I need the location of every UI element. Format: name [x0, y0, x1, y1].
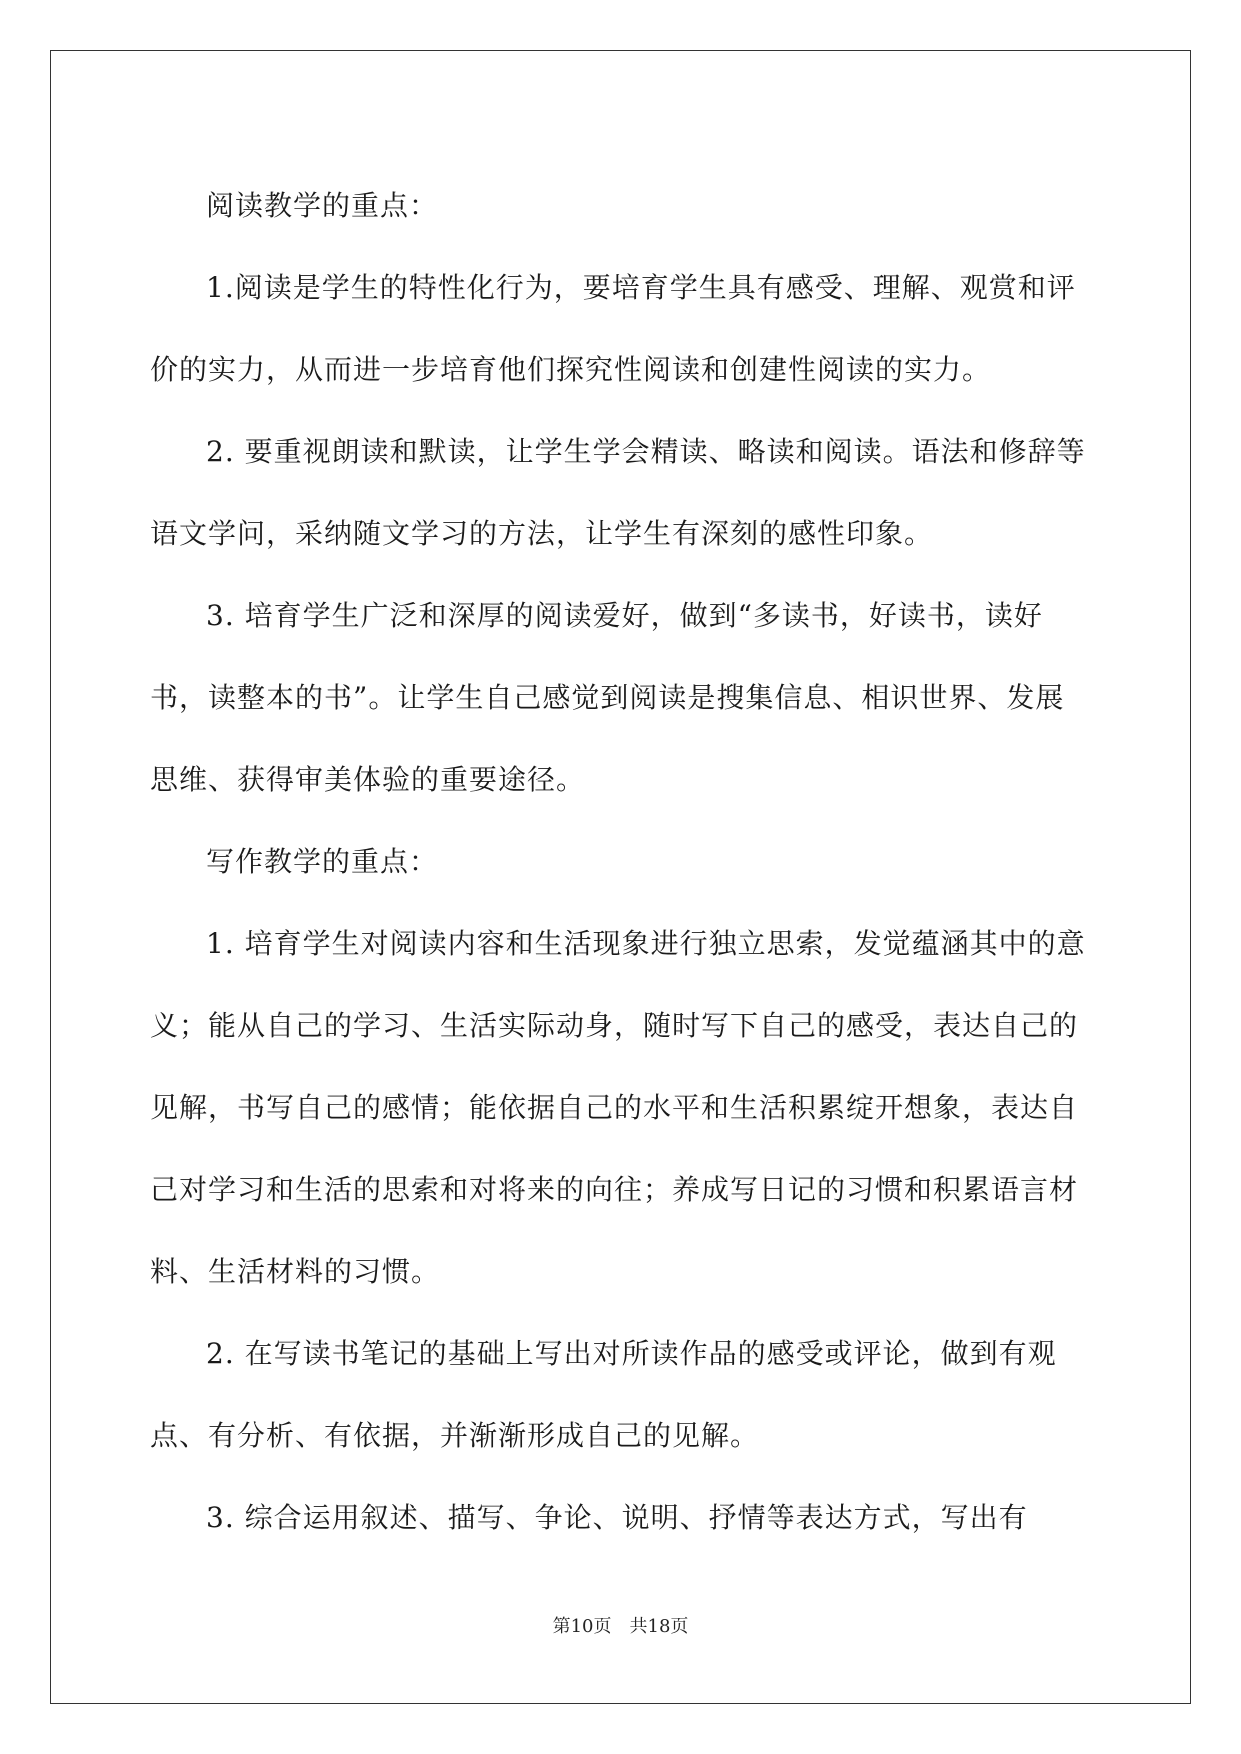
document-body: [150, 165, 1092, 1559]
page-footer: [0, 1612, 1241, 1638]
reading-point-3: 3. 培育学生广泛和深厚的阅读爱好，做到“多读书，好读书，读好书，读整本的书”。让学生自己感觉到阅读是搜集信息、相识世界、发展思维、获得审美体验的重要途径。: [150, 599, 1065, 796]
writing-point-1: 1. 培育学生对阅读内容和生活现象进行独立思索，发觉蕴涵其中的意义；能从自己的学习、生活实际动身，随时写下自己的感受，表达自己的见解，书写自己的感情；能依据自己的水平和生活积累绽开想象，表达自己对学习和生活的思索和对将来的向往；养成写日记的习惯和积累语言材料、生活材料的习惯。: [150, 927, 1086, 1288]
reading-point-2: 2. 要重视朗读和默读，让学生学会精读、略读和阅读。语法和修辞等语文学问，采纳随文学习的方法，让学生有深刻的感性印象。: [150, 435, 1086, 550]
total-page-count: 共18页: [629, 1616, 689, 1637]
writing-point-2: 2. 在写读书笔记的基础上写出对所读作品的感受或评论，做到有观点、有分析、有依据，并渐渐形成自己的见解。: [150, 1337, 1057, 1452]
reading-point-1: 1.阅读是学生的特性化行为，要培育学生具有感受、理解、观赏和评价的实力，从而进一步培育他们探究性阅读和创建性阅读的实力。: [150, 271, 1076, 386]
heading-writing-focus: 写作教学的重点：: [206, 845, 439, 878]
current-page-number: 第10页: [552, 1616, 612, 1637]
heading-reading-focus: 阅读教学的重点：: [206, 189, 439, 222]
writing-point-3: 3. 综合运用叙述、描写、争论、说明、抒情等表达方式，写出有: [206, 1501, 1028, 1534]
